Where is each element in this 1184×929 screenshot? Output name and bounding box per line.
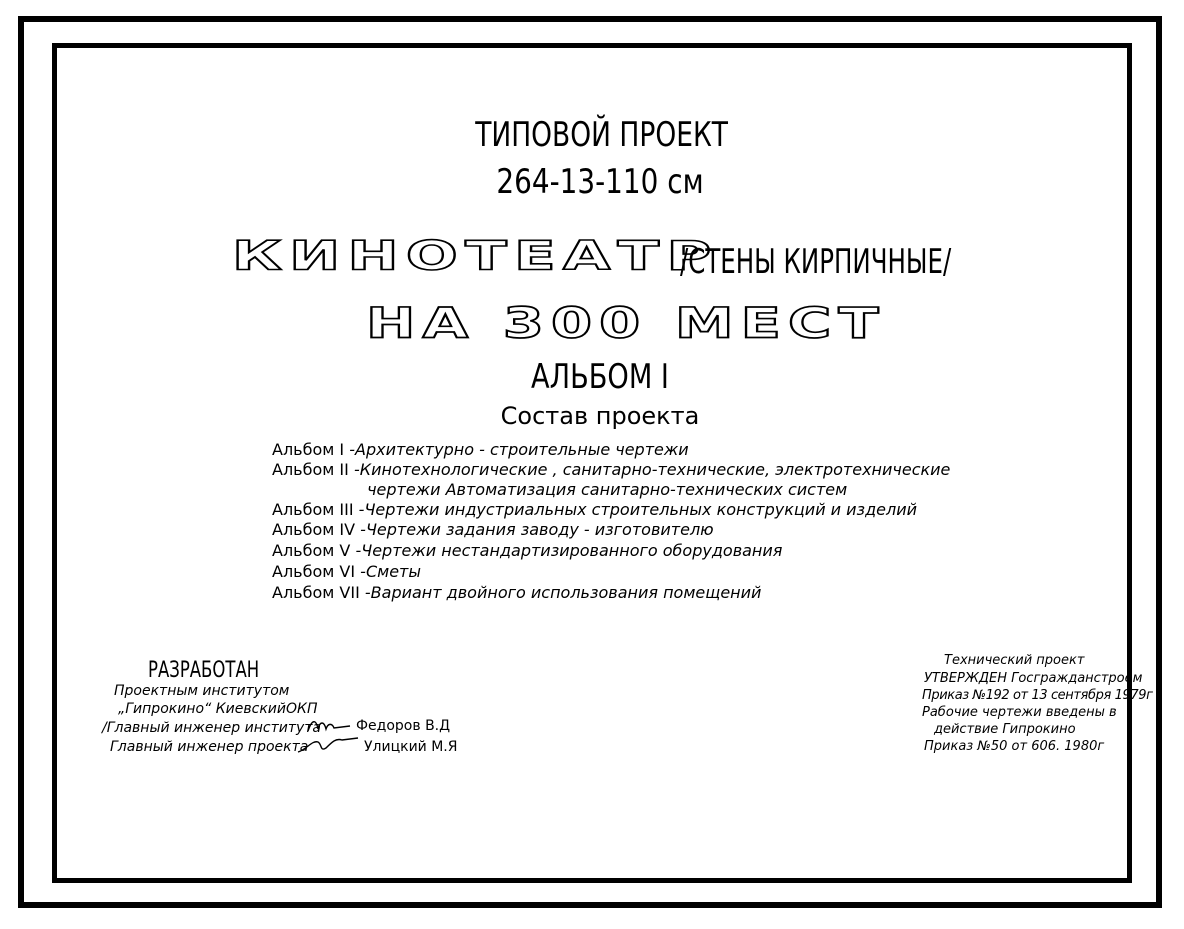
row-label: Альбом II [272,460,349,479]
row-text: -Вариант двойного использования помещений [364,583,762,602]
signature-ulitsky [296,732,360,756]
row-label: Альбом V [272,541,351,560]
composition-row [272,564,421,580]
composition-row [272,585,761,601]
composition-row [272,522,714,538]
approval-line6: Приказ №50 от 606. 1980г [924,739,1105,754]
row-text: -Сметы [360,562,421,581]
approval-line2: УТВЕРЖДЕН Госгражданстроем [924,671,1143,686]
approval-line1: Технический проект [944,653,1085,668]
row-label: Альбом IV [272,520,356,539]
row-label: Альбом I [272,440,345,459]
chief-project-name: Улицкий М.Я [364,739,458,755]
album-label: АЛЬБОМ I [531,357,669,397]
row-text: -Чертежи нестандартизированного оборудования [355,541,783,560]
approval-line5: действие Гипрокино [934,722,1076,737]
row-text: -Кинотехнологические , санитарно-технические, электротехнические [353,460,951,479]
developer-line1: Проектным институтом [114,683,290,699]
composition-row [272,543,782,559]
composition-heading: Состав проекта [500,402,700,430]
row-label: Альбом VI [272,562,356,581]
composition-row [272,442,689,458]
type-project-label: ТИПОВОЙ ПРОЕКТ [475,115,728,155]
composition-row [362,482,847,498]
row-label: Альбом III [272,500,354,519]
approval-line4: Рабочие чертежи введены в [922,705,1117,720]
title-note: /СТЕНЫ КИРПИЧНЫЕ/ [680,242,952,282]
approval-line3: Приказ №192 от 13 сентября 1979г [922,688,1153,703]
project-number: 264-13-110 см [496,162,704,202]
composition-row [272,462,950,478]
chief-institute-name: Федоров В.Д [356,718,451,734]
chief-project-label: Главный инженер проекта [110,739,309,755]
row-text: -Чертежи индустриальных строительных конструкций и изделий [358,500,917,519]
row-text: чертежи Автоматизация санитарно-технических систем [367,480,848,499]
title-line1: КИНОТЕАТР [232,232,719,280]
row-text: -Чертежи задания заводу - изготовителю [360,520,714,539]
developer-heading: РАЗРАБОТАН [148,658,260,683]
composition-row [272,502,917,518]
chief-institute-label: /Главный инженер института [102,720,322,736]
developer-line2: „Гипрокино“ КиевскийОКП [118,701,318,717]
title-line2: НА 300 МЕСТ [366,298,886,348]
row-label: Альбом VII [272,583,360,602]
row-text: -Архитектурно - строительные чертежи [349,440,689,459]
